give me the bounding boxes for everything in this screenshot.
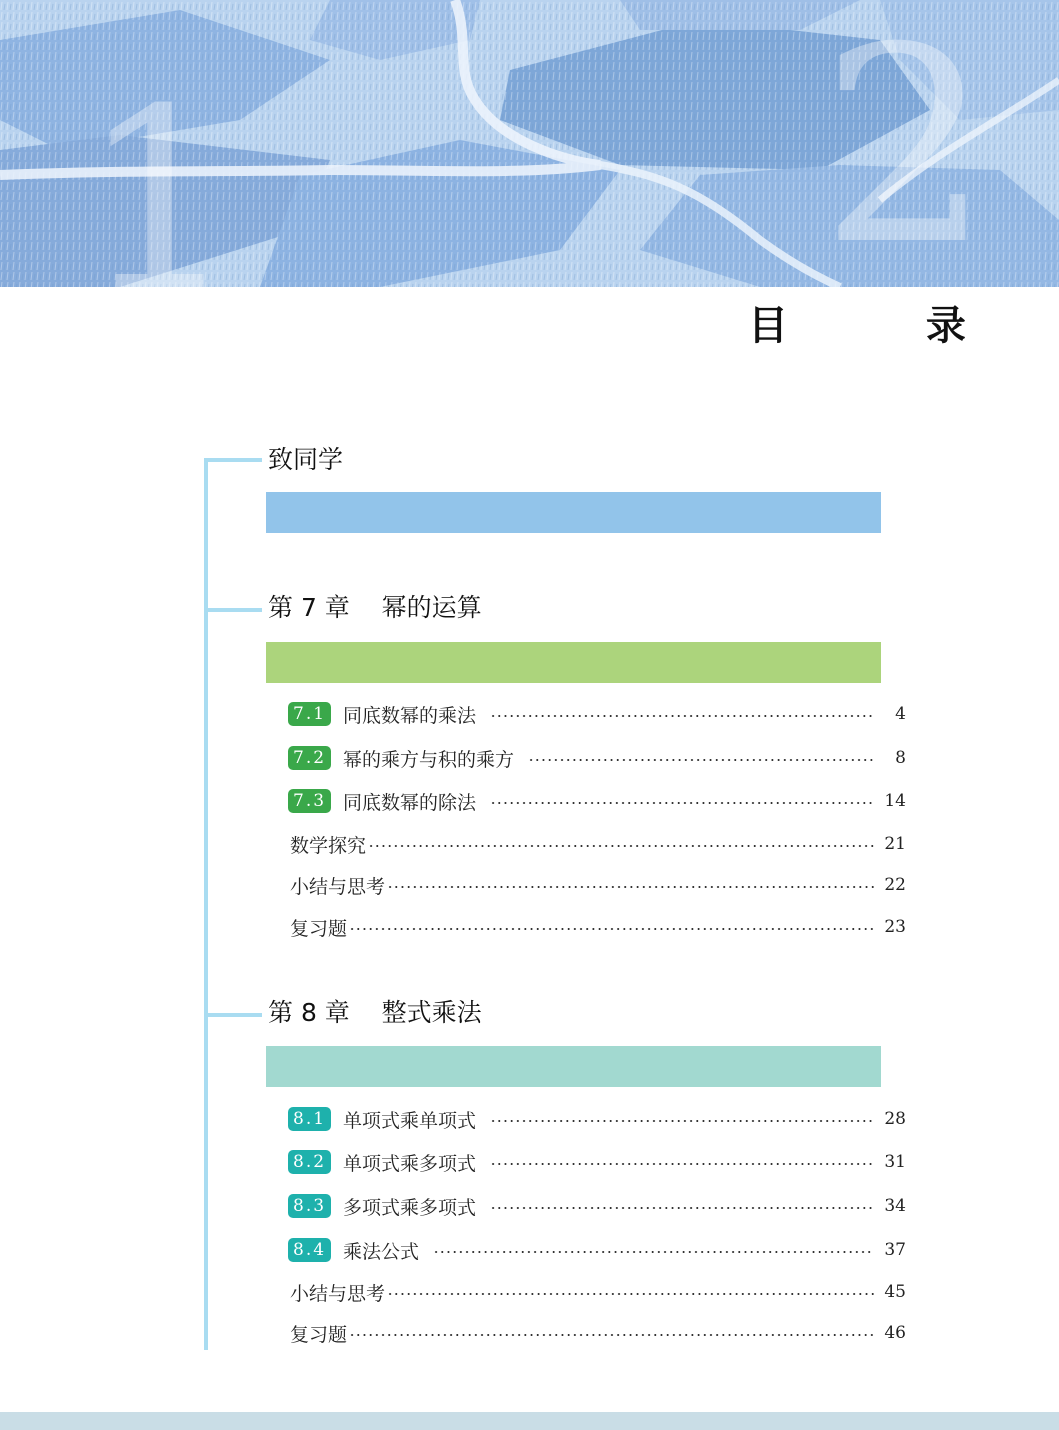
entry-title: 单项式乘单项式	[343, 1109, 477, 1132]
svg-text:1: 1	[80, 55, 240, 287]
section-number-badge: 8.3	[288, 1194, 331, 1218]
toc-entry[interactable]	[288, 787, 906, 815]
dot-leader	[349, 1334, 874, 1336]
entry-title: 数学探究	[290, 834, 367, 857]
dot-leader	[387, 1293, 874, 1295]
section-number-badge: 7.3	[288, 789, 331, 813]
entry-title: 小结与思考	[290, 1282, 386, 1305]
toc-entry[interactable]	[288, 1192, 906, 1220]
section-number-badge: 7.2	[288, 746, 331, 770]
page-number: 45	[884, 1282, 906, 1302]
entry-title: 幂的乘方与积的乘方	[343, 748, 515, 771]
toc-branch-ch8	[204, 1013, 262, 1017]
toc-entry[interactable]	[288, 1148, 906, 1176]
page-number: 22	[884, 875, 906, 895]
svg-text:2: 2	[820, 0, 992, 287]
page-number: 37	[884, 1240, 906, 1260]
page-title: 目 录	[748, 303, 1028, 349]
toc-entry[interactable]	[288, 744, 906, 772]
entry-title: 小结与思考	[290, 875, 386, 898]
page-number: 4	[895, 704, 906, 724]
section-heading-ch8[interactable]: 第 8 章 整式乘法	[268, 998, 482, 1027]
entry-title: 复习题	[290, 1323, 348, 1346]
dot-leader	[490, 802, 874, 804]
dot-leader	[490, 1120, 874, 1122]
page-number: 8	[895, 748, 906, 768]
section-number-badge: 8.1	[288, 1107, 331, 1131]
section-band-ch7	[266, 642, 881, 683]
page-number: 31	[884, 1152, 906, 1172]
page-number: 46	[884, 1323, 906, 1343]
footer-bar	[0, 1412, 1059, 1430]
toc-entry[interactable]	[288, 1278, 906, 1306]
dot-leader	[368, 845, 874, 847]
section-band-intro	[266, 492, 881, 533]
section-number-badge: 8.2	[288, 1150, 331, 1174]
section-band-ch8	[266, 1046, 881, 1087]
page-number: 21	[884, 834, 906, 854]
toc-entry[interactable]	[288, 1319, 906, 1347]
toc-entry[interactable]	[288, 871, 906, 899]
meadow-numbers-illustration	[0, 0, 1059, 287]
entry-title: 同底数幂的除法	[343, 791, 477, 814]
dot-leader	[490, 1207, 874, 1209]
entry-title: 复习题	[290, 917, 348, 940]
section-heading-intro[interactable]: 致同学	[268, 445, 344, 474]
toc-entry[interactable]	[288, 1105, 906, 1133]
header-illustration	[0, 0, 1059, 287]
dot-leader	[528, 759, 874, 761]
entry-title: 单项式乘多项式	[343, 1152, 477, 1175]
toc-branch-ch7	[204, 608, 262, 612]
section-number-badge: 8.4	[288, 1238, 331, 1262]
toc-entry[interactable]	[288, 1236, 906, 1264]
page-number: 28	[884, 1109, 906, 1129]
toc-tree-line	[204, 458, 208, 1350]
page-number: 23	[884, 917, 906, 937]
toc-entry[interactable]	[288, 830, 906, 858]
section-number-badge: 7.1	[288, 702, 331, 726]
page-number: 14	[884, 791, 906, 811]
dot-leader	[349, 928, 874, 930]
dot-leader	[490, 1163, 874, 1165]
entry-title: 多项式乘多项式	[343, 1196, 477, 1219]
entry-title: 同底数幂的乘法	[343, 704, 477, 727]
toc-branch-intro	[204, 458, 262, 462]
entry-title: 乘法公式	[343, 1240, 420, 1263]
toc-entry[interactable]	[288, 913, 906, 941]
page-number: 34	[884, 1196, 906, 1216]
section-heading-ch7[interactable]: 第 7 章 幂的运算	[268, 593, 482, 622]
toc-entry[interactable]	[288, 700, 906, 728]
dot-leader	[490, 715, 874, 717]
dot-leader	[387, 886, 874, 888]
dot-leader	[433, 1251, 874, 1253]
